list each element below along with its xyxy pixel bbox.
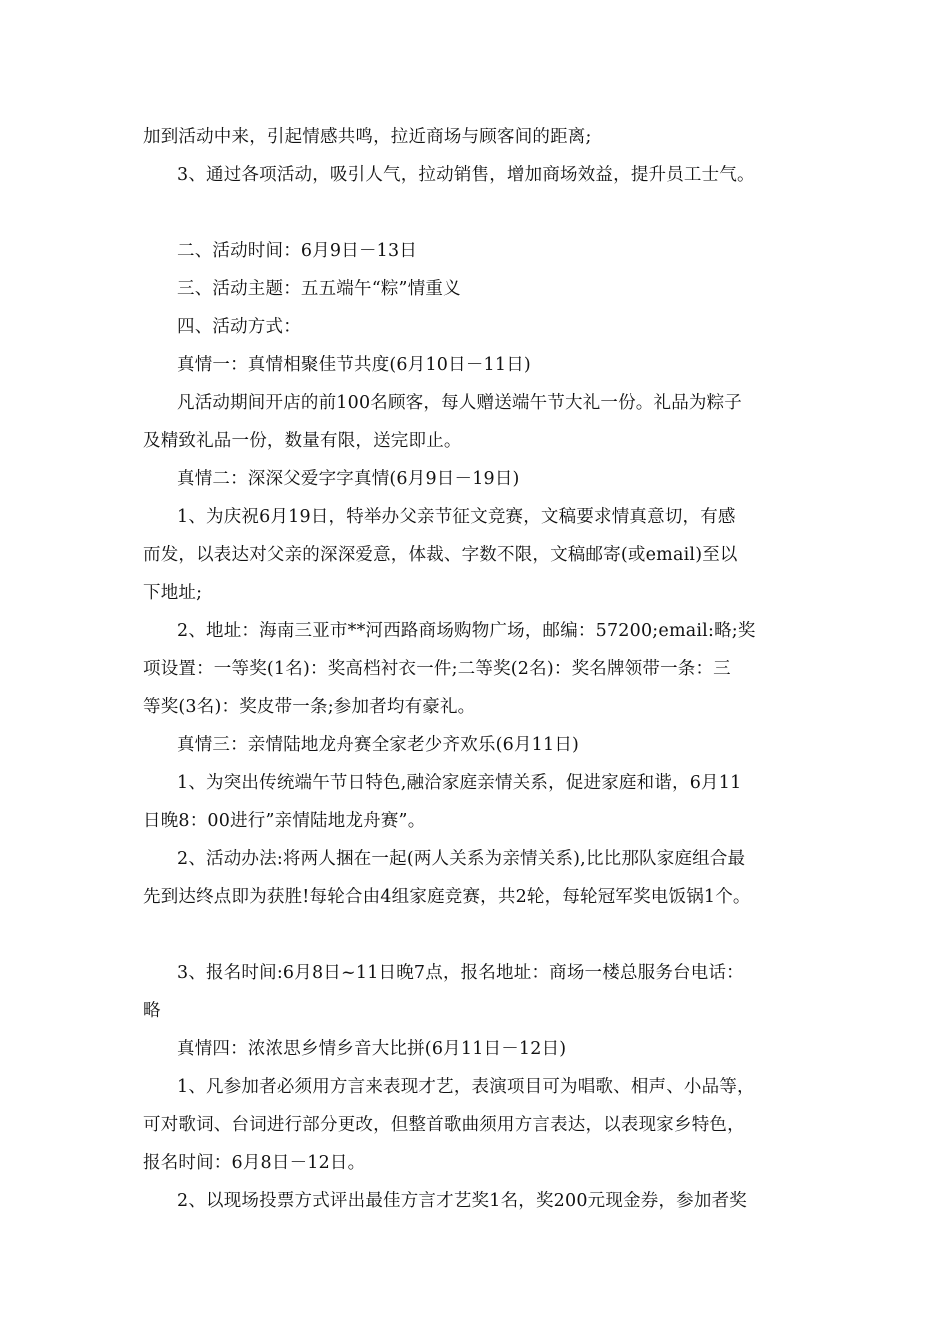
paragraph-line: 及精致礼品一份，数量有限，送完即止。	[143, 431, 462, 451]
paragraph-line: 略	[143, 1001, 161, 1021]
activity-heading-2: 真情二：深深父爱字字真情(6月9日－19日)	[177, 469, 520, 489]
paragraph-line: 2、活动办法:将两人捆在一起(两人关系为亲情关系),比比那队家庭组合最	[177, 849, 746, 869]
activity-heading-4: 真情四：浓浓思乡情乡音大比拼(6月11日－12日)	[177, 1039, 567, 1059]
section-heading-method: 四、活动方式：	[177, 317, 301, 337]
paragraph-line: 1、为庆祝6月19日，特举办父亲节征文竞赛，文稿要求情真意切，有感	[177, 507, 736, 527]
paragraph-line: 报名时间：6月8日－12日。	[143, 1153, 366, 1173]
section-heading-theme: 三、活动主题：五五端午“粽”情重义	[177, 279, 461, 299]
document-page	[143, 118, 818, 1220]
paragraph-line: 项设置：一等奖(1名)：奖高档衬衣一件;二等奖(2名)：奖名牌领带一条：三	[143, 659, 731, 679]
activity-heading-3: 真情三：亲情陆地龙舟赛全家老少齐欢乐(6月11日)	[177, 735, 580, 755]
paragraph-line: 2、以现场投票方式评出最佳方言才艺奖1名，奖200元现金券，参加者奖	[177, 1191, 747, 1211]
paragraph-line: 加到活动中来，引起情感共鸣，拉近商场与顾客间的距离;	[143, 127, 592, 147]
blank-line	[143, 194, 818, 232]
section-heading-time: 二、活动时间：6月9日－13日	[177, 241, 418, 261]
paragraph-line: 下地址;	[143, 583, 203, 603]
activity-heading-1: 真情一：真情相聚佳节共度(6月10日－11日)	[177, 355, 531, 375]
paragraph-line: 日晚8：00进行”亲情陆地龙舟赛”。	[143, 811, 426, 831]
paragraph-line: 2、地址：海南三亚市**河西路商场购物广场，邮编：57200;email:略;奖	[177, 621, 756, 641]
paragraph-line: 凡活动期间开店的前100名顾客，每人赠送端午节大礼一份。礼品为粽子	[177, 393, 742, 413]
paragraph-line: 3、通过各项活动，吸引人气，拉动销售，增加商场效益，提升员工士气。	[177, 165, 755, 185]
paragraph-line: 可对歌词、台词进行部分更改，但整首歌曲须用方言表达，以表现家乡特色，	[143, 1115, 745, 1135]
blank-line	[143, 916, 818, 954]
paragraph-line: 1、凡参加者必须用方言来表现才艺，表演项目可为唱歌、相声、小品等，	[177, 1077, 755, 1097]
paragraph-line: 先到达终点即为获胜!每轮合由4组家庭竞赛，共2轮，每轮冠军奖电饭锅1个。	[143, 887, 751, 907]
paragraph-line: 3、报名时间:6月8日~11日晚7点，报名地址：商场一楼总服务台电话：	[177, 963, 744, 983]
paragraph-line: 而发，以表达对父亲的深深爱意，体裁、字数不限，文稿邮寄(或email)至以	[143, 545, 738, 565]
paragraph-line: 1、为突出传统端午节日特色,融洽家庭亲情关系，促进家庭和谐，6月11	[177, 773, 742, 793]
paragraph-line: 等奖(3名)：奖皮带一条;参加者均有豪礼。	[143, 697, 476, 717]
